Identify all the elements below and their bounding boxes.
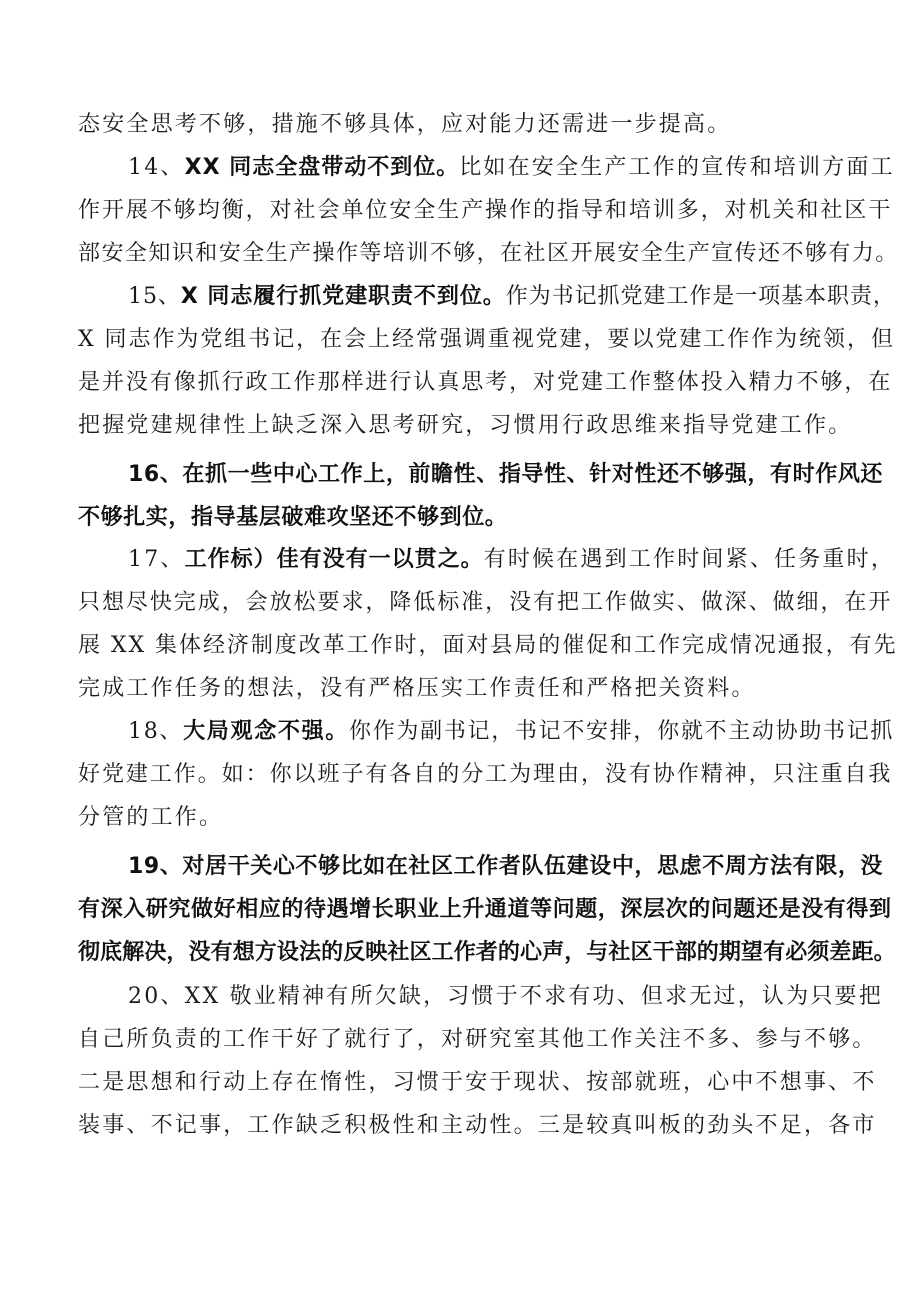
text-line: 作开展不够均衡，对社会单位安全生产操作的指导和培训多，对机关和社区干 xyxy=(78,198,893,223)
text-line: 二是思想和行动上存在惰性，习惯于安于现状、按部就班，心中不想事、不 xyxy=(78,1070,877,1095)
text-line: 有深入研究做好相应的待遇增长职业上升通道等问题，深层次的问题还是没有得到 xyxy=(78,897,892,922)
paragraph-20-first-line: 20、XX 敬业精神有所欠缺，习惯于不求有功、但求无过，认为只要把 xyxy=(128,984,883,1009)
text-line: 完成工作任务的想法，没有严格压实工作责任和严格把关资料。 xyxy=(78,676,756,701)
paragraph-number: 17、 xyxy=(128,547,185,572)
paragraph-heading: XX 同志全盘带动不到位。 xyxy=(184,155,460,180)
paragraph-number: 15、 xyxy=(128,284,181,309)
paragraph-15-first-line xyxy=(128,282,896,312)
text-line: 彻底解决，没有想方设法的反映社区工作者的心声，与社区干部的期望有必须差距。 xyxy=(78,940,896,965)
text-line: 展 XX 集体经济制度改革工作时，面对县局的催促和工作完成情况通报，有先 xyxy=(78,633,898,658)
text-line: 自己所负责的工作干好了就行了，对研究室其他工作关注不多、参与不够。 xyxy=(78,1027,877,1052)
text-line: 部安全知识和安全生产操作等培训不够，在社区开展安全生产宣传还不够有力。 xyxy=(78,241,899,266)
text-line: 把握党建规律性上缺乏深入思考研究，习惯用行政思维来指导党建工作。 xyxy=(78,413,853,438)
text-line: X 同志作为党组书记，在会上经常强调重视党建，要以党建工作作为统领，但 xyxy=(78,327,895,352)
paragraph-17-first-line xyxy=(128,545,895,575)
paragraph-text: 你作为副书记，书记不安排，你就不主动协助书记抓 xyxy=(349,719,895,744)
paragraph-18-first-line xyxy=(128,717,894,747)
paragraph-heading: 大局观念不强。 xyxy=(183,719,350,744)
paragraph-heading: 工作标）佳有没有一以贯之。 xyxy=(184,547,484,572)
text-line: 装事、不记事，工作缺乏积极性和主动性。三是较真叫板的劲头不足，各市 xyxy=(78,1113,877,1138)
text-line: 不够扎实，指导基层破难攻坚还不够到位。 xyxy=(78,505,508,530)
paragraph-text: 作为书记抓党建工作是一项基本职责， xyxy=(505,284,896,309)
text-line: 好党建工作。如：你以班子有各自的分工为理由，没有协作精神，只注重自我 xyxy=(78,762,893,787)
text-line: 是并没有像抓行政工作那样进行认真思考，对党建工作整体投入精力不够，在 xyxy=(78,370,893,395)
paragraph-16-first-line: 16、在抓一些中心工作上，前瞻性、指导性、针对性还不够强，有时作风还 xyxy=(128,462,884,487)
text-line: 分管的工作。 xyxy=(78,805,224,830)
paragraph-number: 14、 xyxy=(128,155,185,180)
paragraph-14-first-line xyxy=(128,153,895,183)
paragraph-text: 有时候在遇到工作时间紧、任务重时， xyxy=(483,547,896,572)
paragraph-heading: X 同志履行抓党建职责不到位。 xyxy=(180,284,506,309)
text-line: 态安全思考不够，措施不够具体，应对能力还需进一步提高。 xyxy=(78,112,732,137)
paragraph-19-first-line: 19、对居干关心不够比如在社区工作者队伍建设中，思虑不周方法有限，没 xyxy=(128,854,884,879)
paragraph-text: 比如在安全生产工作的宣传和培训方面工 xyxy=(459,155,895,180)
text-line: 只想尽快完成，会放松要求，降低标准，没有把工作做实、做深、做细，在开 xyxy=(78,590,893,615)
paragraph-number: 18、 xyxy=(128,719,184,744)
